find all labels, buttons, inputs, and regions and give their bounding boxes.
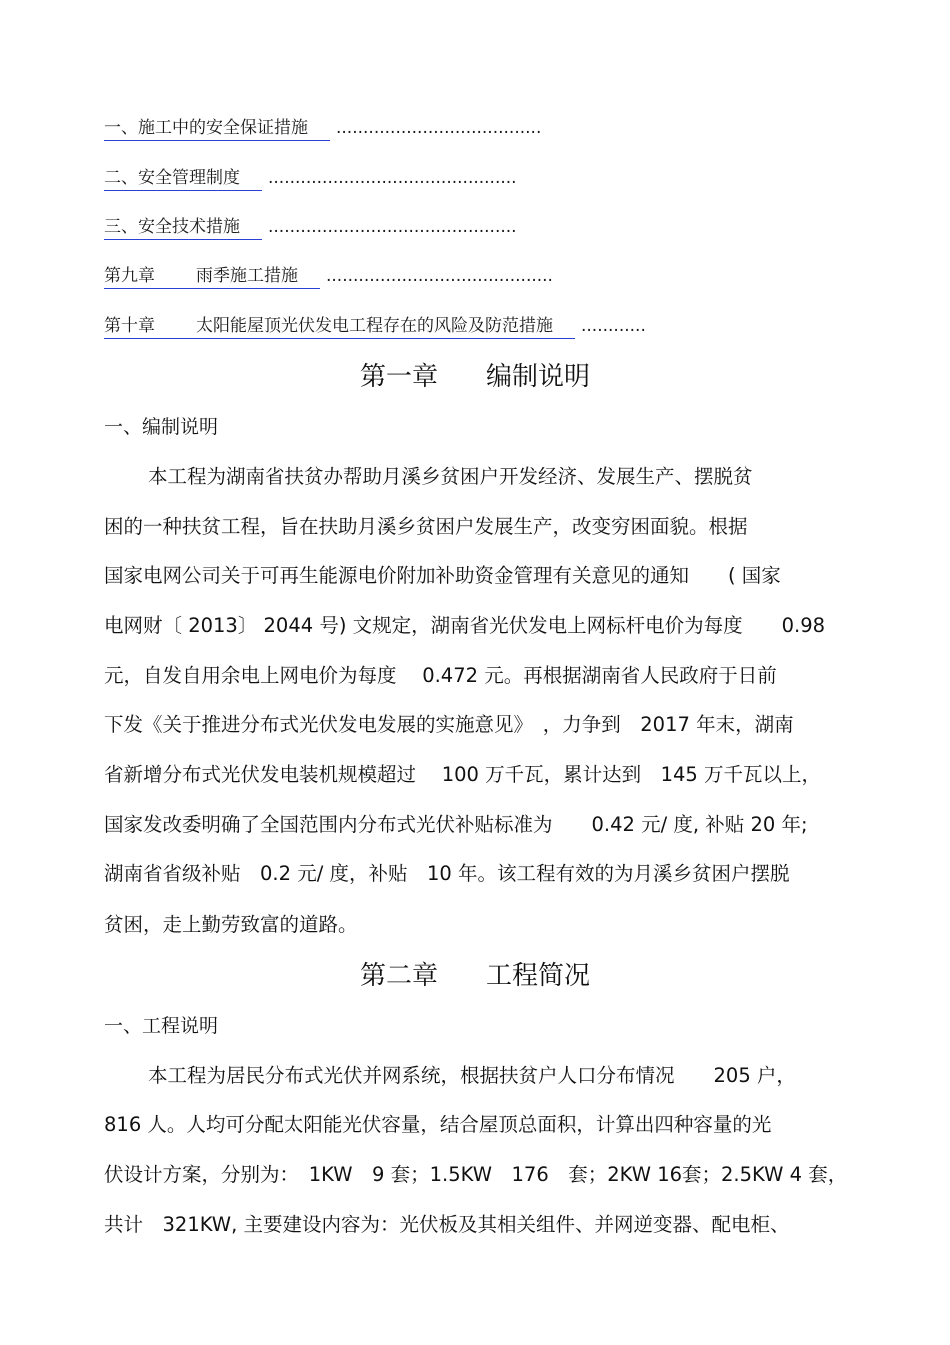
- toc-leader-dots: ............: [581, 316, 646, 336]
- chapter-title: 工程简况: [486, 961, 591, 991]
- paragraph-line: 本工程为居民分布式光伏并网系统，根据扶贫户人口分布情况 205 户，: [148, 1064, 796, 1087]
- toc-entry-chapter-10: [104, 315, 646, 339]
- paragraph-line: 电网财〔 2013〕 2044 号) 文规定，湖南省光伏发电上网标杆电价为每度 0.98: [104, 614, 826, 637]
- toc-entry-safety-management: [104, 167, 517, 191]
- toc-leader-dots: ..............................................: [268, 168, 517, 188]
- toc-link-safety-management[interactable]: [104, 167, 262, 191]
- toc-chapter-number: 第九章: [104, 266, 155, 286]
- paragraph-line: 本工程为湖南省扶贫办帮助月溪乡贫困户开发经济、发展生产、摆脱贫: [148, 465, 753, 488]
- toc-chapter-number: 第十章: [104, 316, 155, 336]
- chapter-2-heading: [0, 960, 950, 992]
- toc-chapter-title: 雨季施工措施: [196, 266, 298, 286]
- toc-leader-dots: ..........................................: [326, 266, 553, 286]
- chapter-number: 第一章: [359, 362, 438, 392]
- chapter-number: 第二章: [359, 961, 438, 991]
- toc-label: 一、施工中的安全保证措施: [104, 118, 308, 138]
- paragraph-line: 下发《关于推进分布式光伏发电发展的实施意见》 ，力争到 2017 年末，湖南: [104, 713, 794, 736]
- paragraph-line: 元，自发自用余电上网电价为每度 0.472 元。再根据湖南省人民政府于日前: [104, 664, 777, 687]
- toc-entry-safety-guarantee: [104, 117, 541, 141]
- paragraph-line: 湖南省省级补贴 0.2 元/ 度，补贴 10 年。该工程有效的为月溪乡贫困户摆脱: [104, 862, 790, 885]
- toc-link-safety-technical[interactable]: [104, 216, 262, 240]
- paragraph-line: 国家发改委明确了全国范围内分布式光伏补贴标准为 0.42 元/ 度, 补贴 20 年;: [104, 813, 808, 836]
- toc-entry-safety-technical: [104, 216, 517, 240]
- toc-leader-dots: ..............................................: [268, 217, 517, 237]
- paragraph-line: 伏设计方案，分别为： 1KW 9 套；1.5KW 176 套；2KW 16套；2.5KW 4 套，: [104, 1163, 848, 1186]
- paragraph-line: 816 人。人均可分配太阳能光伏容量，结合屋顶总面积，计算出四种容量的光: [104, 1113, 772, 1136]
- toc-chapter-title: 太阳能屋顶光伏发电工程存在的风险及防范措施: [196, 316, 553, 336]
- paragraph-line: 共计 321KW, 主要建设内容为：光伏板及其相关组件、并网逆变器、配电柜、: [104, 1213, 790, 1236]
- section-heading: 一、工程说明: [104, 1015, 219, 1037]
- toc-link-chapter-9[interactable]: [104, 265, 320, 289]
- section-heading: 一、编制说明: [104, 416, 219, 438]
- toc-link-safety-guarantee[interactable]: [104, 117, 330, 141]
- chapter-1-heading: [0, 361, 950, 393]
- paragraph-line: 省新增分布式光伏发电装机规模超过 100 万千瓦，累计达到 145 万千瓦以上，: [104, 763, 822, 786]
- paragraph-line: 国家电网公司关于可再生能源电价附加补助资金管理有关意见的通知 ( 国家: [104, 564, 781, 587]
- paragraph-line: 贫困，走上勤劳致富的道路。: [104, 913, 358, 936]
- toc-leader-dots: ......................................: [336, 118, 542, 138]
- toc-label: 二、安全管理制度: [104, 168, 240, 188]
- chapter-title: 编制说明: [486, 362, 591, 392]
- toc-entry-chapter-9: [104, 265, 553, 289]
- toc-link-chapter-10[interactable]: [104, 315, 575, 339]
- paragraph-line: 困的一种扶贫工程，旨在扶助月溪乡贫困户发展生产，改变穷困面貌。根据: [104, 515, 748, 538]
- toc-label: 三、安全技术措施: [104, 217, 240, 237]
